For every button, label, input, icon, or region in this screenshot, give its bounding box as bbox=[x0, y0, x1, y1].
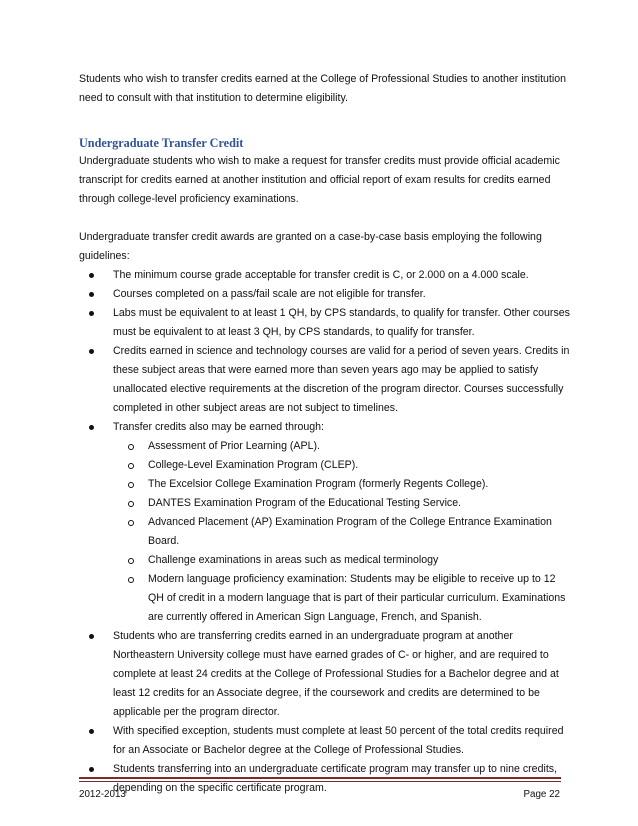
sub-list-item-text: DANTES Examination Program of the Educational Testing Service. bbox=[148, 497, 462, 509]
list-item bbox=[113, 722, 573, 760]
sub-list-item-text: Challenge examinations in areas such as medical terminology bbox=[148, 554, 439, 566]
circle-bullet-icon bbox=[128, 558, 134, 564]
list-item bbox=[113, 760, 573, 798]
list-item-text: Labs must be equivalent to at least 1 QH, by CPS standards, to qualify for transfer. Other courses must be equivalent to at least 3 QH, by CPS standards, to qualify for transfer. bbox=[113, 307, 570, 338]
list-item-text: The minimum course grade acceptable for transfer credit is C, or 2.000 on a 4.000 scale. bbox=[113, 269, 529, 281]
list-item bbox=[113, 304, 573, 342]
circle-bullet-icon bbox=[128, 501, 134, 507]
circle-bullet-icon bbox=[128, 482, 134, 488]
sub-list-item-text: The Excelsior College Examination Program (formerly Regents College). bbox=[148, 478, 489, 490]
sub-list-item bbox=[148, 475, 573, 494]
list-item bbox=[113, 285, 573, 304]
spacer bbox=[79, 108, 573, 135]
bullet-icon bbox=[89, 634, 94, 639]
list-item-text: Students who are transferring credits earned in an undergraduate program at another Northeastern University college must have earned grades of C- or higher, and are required to complete at least 24 credits at the College of Professional Studies for a Bachelor degree and at least 12 credits for an Associate degree, if the coursework and credits are determined to be applicable per the program director. bbox=[113, 630, 559, 718]
circle-bullet-icon bbox=[128, 520, 134, 526]
sub-list-item-text: Advanced Placement (AP) Examination Program of the College Entrance Examination Board. bbox=[148, 516, 552, 547]
sub-list-item-text: Assessment of Prior Learning (APL). bbox=[148, 440, 320, 452]
list-item-text: Transfer credits also may be earned through: bbox=[113, 421, 325, 433]
circle-bullet-icon bbox=[128, 444, 134, 450]
list-item-text: Courses completed on a pass/fail scale are not eligible for transfer. bbox=[113, 288, 426, 300]
guidelines-list bbox=[79, 266, 573, 798]
list-item-text: With specified exception, students must complete at least 50 percent of the total credits required for an Associate or Bachelor degree at the College of Professional Studies. bbox=[113, 725, 564, 756]
list-item bbox=[113, 266, 573, 285]
list-item bbox=[113, 627, 573, 722]
bullet-icon bbox=[89, 767, 94, 772]
list-item bbox=[113, 342, 573, 418]
bullet-icon bbox=[89, 349, 94, 354]
sub-list-item bbox=[148, 551, 573, 570]
intro-paragraph: Students who wish to transfer credits earned at the College of Professional Studies to another institution need to consult with that institution to determine eligibility. bbox=[79, 73, 567, 104]
section-heading: Undergraduate Transfer Credit bbox=[79, 136, 244, 150]
section-paragraph-1: Undergraduate students who wish to make a request for transfer credits must provide official academic transcript for credits earned at another institution and official report of exam results for credits earned through college-level proficiency examinations. bbox=[79, 155, 560, 205]
list-item bbox=[113, 418, 573, 627]
sub-list-item-text: College-Level Examination Program (CLEP). bbox=[148, 459, 359, 471]
sub-list-item-text: Modern language proficiency examination: Students may be eligible to receive up to 12 QH of credit in a modern language that is part of their particular curriculum. Examinations are currently offered in American Sign Language, French, and Spanish. bbox=[148, 573, 566, 623]
sub-list-item bbox=[148, 437, 573, 456]
sub-list-item bbox=[148, 494, 573, 513]
bullet-icon bbox=[89, 273, 94, 278]
transfer-methods-list bbox=[113, 437, 573, 627]
circle-bullet-icon bbox=[128, 577, 134, 583]
footer-year: 2012-2013 bbox=[79, 789, 126, 800]
bullet-icon bbox=[89, 729, 94, 734]
bullet-icon bbox=[89, 425, 94, 430]
bullet-icon bbox=[89, 292, 94, 297]
sub-list-item bbox=[148, 513, 573, 551]
bullet-icon bbox=[89, 311, 94, 316]
list-item-text: Students transferring into an undergraduate certificate program may transfer up to nine credits, depending on the specific certificate program. bbox=[113, 763, 557, 794]
sub-list-item bbox=[148, 570, 573, 627]
list-item-text: Credits earned in science and technology courses are valid for a period of seven years. Credits in these subject areas that were earned more than seven years ago may be applied to satisfy unallocated elective requirements at the discretion of the program director. Courses successfully completed in other subject areas are not subject to timelines. bbox=[113, 345, 570, 414]
section-paragraph-2: Undergraduate transfer credit awards are granted on a case-by-case basis employing the following guidelines: bbox=[79, 231, 542, 262]
footer-rule bbox=[79, 777, 561, 779]
circle-bullet-icon bbox=[128, 463, 134, 469]
spacer bbox=[79, 209, 573, 228]
sub-list-item bbox=[148, 456, 573, 475]
footer-page-number: Page 22 bbox=[523, 789, 560, 800]
footer-rule-thin bbox=[79, 781, 561, 782]
page-content bbox=[79, 70, 573, 798]
